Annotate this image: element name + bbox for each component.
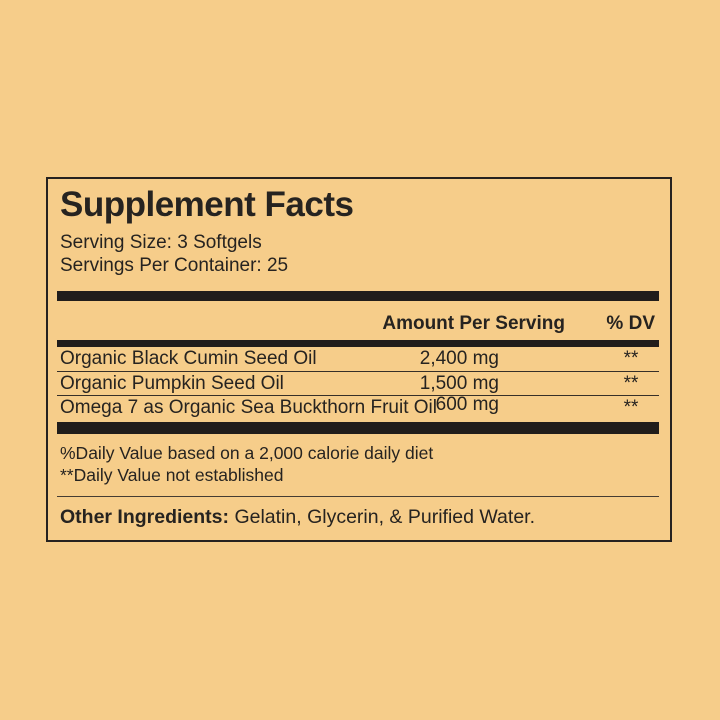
servings-per-container-text: Servings Per Container: 25 [60, 255, 289, 276]
serving-size-text: Serving Size: 3 Softgels [60, 232, 262, 253]
ingredient-name: Omega 7 as Organic Sea Buckthorn Fruit Oil [60, 397, 437, 418]
panel-title: Supplement Facts [60, 185, 354, 224]
ingredient-dv: ** [623, 397, 639, 418]
supplement-facts-panel [46, 177, 672, 542]
footnotes [60, 443, 659, 486]
ingredient-amount: 2,400 mg [419, 348, 499, 369]
other-ingredients-label: Other Ingredients: [60, 506, 230, 528]
serving-info [60, 231, 659, 277]
divider-bar-header [57, 340, 659, 347]
ingredient-name: Organic Black Cumin Seed Oil [60, 348, 317, 369]
ingredient-table [57, 347, 659, 419]
panel-content [57, 179, 659, 529]
divider-line-thin [57, 496, 659, 497]
column-header-amount-per-serving: Amount Per Serving [382, 313, 565, 334]
ingredient-name: Organic Pumpkin Seed Oil [60, 373, 284, 394]
other-ingredients [60, 505, 659, 529]
ingredient-amount: 600 mg [435, 394, 499, 415]
ingredient-dv: ** [623, 373, 639, 394]
table-header-row [57, 313, 659, 335]
table-row [57, 395, 659, 419]
table-row [57, 347, 659, 371]
other-ingredients-value: Gelatin, Glycerin, & Purified Water. [229, 506, 536, 528]
ingredient-dv: ** [623, 348, 639, 369]
table-row [57, 371, 659, 395]
footnote-daily-value: %Daily Value based on a 2,000 calorie daily diet [60, 443, 434, 463]
footnote-not-established: **Daily Value not established [60, 464, 284, 485]
ingredient-amount: 1,500 mg [419, 373, 499, 394]
divider-bar-top [57, 291, 659, 301]
column-header-percent-dv: % DV [606, 313, 655, 334]
divider-bar-bottom [57, 422, 659, 434]
